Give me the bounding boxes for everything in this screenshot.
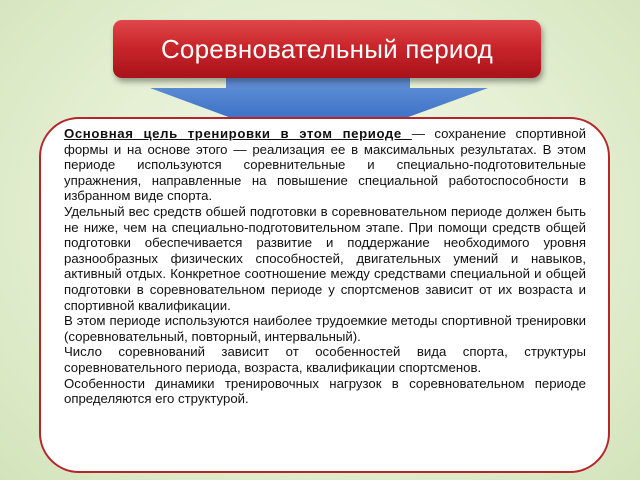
title-banner [113, 20, 541, 78]
content-panel [39, 117, 610, 473]
paragraph-general-training: Удельный вес средств обшей подготовки в соревновательном периоде должен быть не ниже, чем на специально-подготовительном этапе. При помощи средств общей подготовки обеспечивается развитие и поддержание необходимого уровня разнообразных физических способностей, двигательных умений и навыков, активный отдых. Конкретное соотношение между средствами специальной и общей подготовки в соревновательном периоде у спортсменов зависит от их возраста и спортивной квалификации. [64, 203, 586, 313]
goal-text: — сохранение спортивной формы и на основе этого — реализация ее в максимальных результатах. В этом периоде используются соревнительные и специально-подготовительные упражнения, направленные на повышение специальной работоспособности в избранном виде спорта. [64, 126, 586, 204]
paragraph-competitions: Число соревнований зависит от особенностей вида спорта, структуры соревновательного периода, возраста, квалификации спортсменов. [64, 344, 586, 375]
paragraph-methods: В этом периоде используются наиболее трудоемкие методы спортивной тренировки (соревновательный, повторный, интервальный). [64, 313, 586, 344]
paragraph-load-dynamics: Особенности динамики тренировочных нагрузок в соревновательном периоде определяются его структурой. [64, 375, 586, 407]
goal-paragraph [64, 126, 586, 204]
goal-label: Основная цель тренировки в этом периоде [64, 126, 412, 141]
page-title: Соревновательный период [160, 33, 494, 64]
